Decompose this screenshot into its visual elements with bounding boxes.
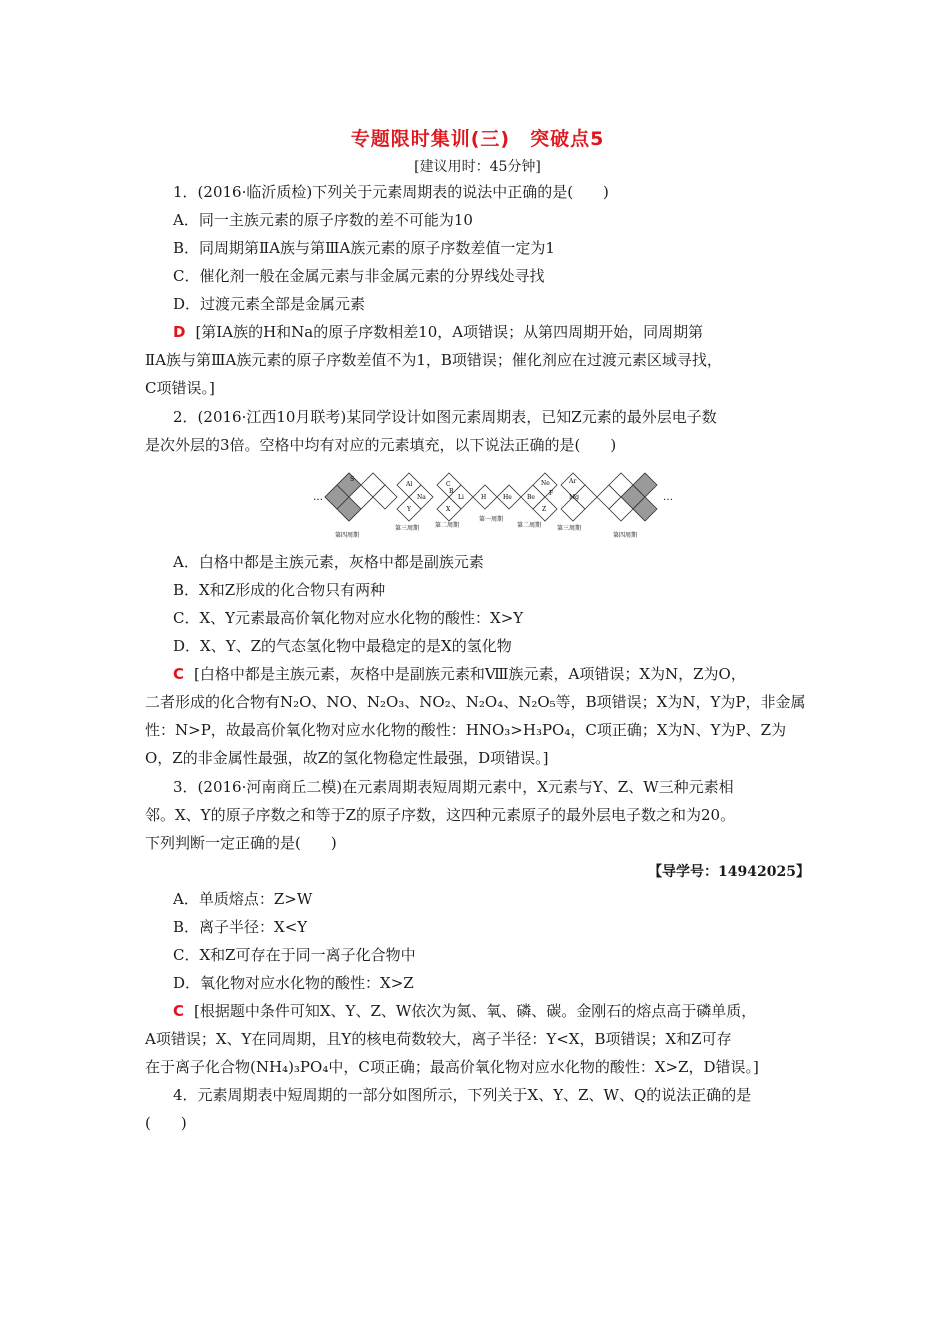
q2-explanation-1	[173, 664, 746, 684]
q1-stem: 1．(2016·临沂质检)下列关于元素周期表的说法中正确的是( )	[173, 183, 609, 201]
q1-option-c: C．催化剂一般在金属元素与非金属元素的分界线处寻找	[173, 267, 545, 285]
q2-stem-2: 是次外层的3倍。空格中均有对应的元素填充，以下说法正确的是( )	[145, 436, 617, 454]
page-title: 专题限时集训(三) 突破点5	[350, 128, 605, 150]
q2-stem-1: 2．(2016·江西10月联考)某同学设计如图元素周期表，已知Z元素的最外层电子数	[173, 408, 717, 426]
q3-stem-3: 下列判断一定正确的是( )	[145, 834, 337, 852]
diagram-label-period4-right: 第四周期	[613, 532, 638, 539]
q2-explanation-2: 二者形成的化合物有N₂O、NO、N₂O₃、NO₂、N₂O₄、N₂O₅等，B项错误；X为N，Y为P，非金属	[145, 693, 806, 711]
diagram-cell-c: C	[446, 481, 451, 488]
diagram-block-period3-left	[397, 473, 433, 521]
diagram-block-period4-right	[597, 473, 657, 521]
q1-option-a: A．同一主族元素的原子序数的差不可能为10	[173, 211, 473, 229]
diagram-cell-b: B	[449, 488, 454, 495]
time-hint: [建议用时：45分钟]	[414, 159, 541, 175]
diagram-cell-x: X	[446, 506, 451, 513]
q3-explanation-3: 在于离子化合物(NH₄)₃PO₄中，C项正确；最高价氧化物对应水化物的酸性：X>Z，D错误。]	[145, 1058, 759, 1076]
q1-option-b: B．同周期第ⅡA族与第ⅢA族元素的原子序数差值一定为1	[173, 239, 555, 257]
diagram-cell-li: Li	[458, 494, 464, 501]
diagram-label-period1: 第一周期	[479, 516, 504, 523]
q3-explanation-1	[173, 1001, 756, 1021]
diagram-label-period2-left: 第二周期	[435, 522, 460, 529]
diagram-cell-be: Be	[527, 494, 535, 501]
q1-explanation-1	[173, 322, 703, 342]
q3-option-c: C．X和Z可存在于同一离子化合物中	[173, 946, 416, 964]
q1-explanation-2: ⅡA族与第ⅢA族元素的原子序数差值不为1，B项错误；催化剂应在过渡元素区域寻找，	[145, 351, 722, 369]
q3-answer: C	[173, 1002, 185, 1020]
q2-explanation-3: 性：N>P，故最高价氧化物对应水化物的酸性：HNO₃>H₃PO₄，C项正确；X为N、Y为P、Z为	[145, 721, 787, 739]
q1-explanation-3: C项错误。]	[145, 379, 215, 397]
diagram-cell-al: Al	[406, 481, 413, 488]
q3-option-b: B．离子半径：X<Y	[173, 918, 308, 936]
q2-option-c: C．X、Y元素最高价氧化物对应水化物的酸性：X>Y	[173, 609, 524, 627]
diagram-cell-na: Na	[417, 494, 426, 501]
q4-stem-2: ( )	[145, 1114, 187, 1132]
q2-explanation-4: O，Z的非金属性最强，故Z的氢化物稳定性最强，D项错误。]	[145, 749, 549, 767]
q4-stem-1: 4．元素周期表中短周期的一部分如图所示，下列关于X、Y、Z、W、Q的说法正确的是	[173, 1086, 752, 1104]
q3-explanation-2: A项错误；X、Y在同周期，且Y的核电荷数较大，离子半径：Y<X，B项错误；X和Z可存	[145, 1030, 732, 1048]
q1-option-d: D．过渡元素全部是金属元素	[173, 295, 366, 313]
diagram-ellipsis-left: …	[313, 492, 323, 503]
diagram-label-period3-left: 第三周期	[395, 525, 420, 532]
q2-option-a: A．白格中都是主族元素，灰格中都是副族元素	[173, 553, 484, 571]
q2-exp-text-1: [白格中都是主族元素，灰格中是副族元素和Ⅷ族元素，A项错误；X为N，Z为O，	[194, 665, 746, 683]
diagram-cell-z: Z	[542, 506, 547, 513]
q2-option-b: B．X和Z形成的化合物只有两种	[173, 581, 386, 599]
periodic-table-diagram	[313, 465, 673, 545]
q3-stem-1: 3．(2016·河南商丘二模)在元素周期表短周期元素中，X元素与Y、Z、W三种元素相	[173, 778, 734, 796]
diagram-cell-he: He	[503, 494, 512, 501]
diagram-cell-s: S	[350, 476, 355, 483]
diagram-cell-f: F	[549, 490, 554, 497]
q3-option-d: D．氧化物对应水化物的酸性：X>Z	[173, 974, 414, 992]
diagram-cell-ar: Ar	[569, 478, 577, 485]
diagram-ellipsis-right: …	[663, 492, 673, 503]
diagram-block-period3-right	[561, 473, 597, 521]
diagram-cell-h: H	[481, 494, 487, 501]
diagram-block-period4-left	[325, 473, 397, 521]
q2-answer: C	[173, 665, 185, 683]
q1-answer: D	[173, 323, 186, 341]
diagram-label-period4-left: 第四周期	[335, 532, 360, 539]
diagram-cell-y: Y	[407, 506, 411, 513]
q3-exp-text-1: [根据题中条件可知X、Y、Z、W依次为氮、氧、磷、碳。金刚石的熔点高于磷单质，	[194, 1002, 757, 1020]
q3-option-a: A．单质熔点：Z>W	[173, 890, 313, 908]
q1-exp-text-1: [第ⅠA族的H和Na的原子序数相差10，A项错误；从第四周期开始，同周期第	[195, 323, 704, 341]
q3-stem-2: 邻。X、Y的原子序数之和等于Z的原子序数，这四种元素原子的最外层电子数之和为20。	[145, 806, 736, 824]
q2-option-d: D．X、Y、Z的气态氢化物中最稳定的是X的氢化物	[173, 637, 512, 655]
diagram-cell-ne: Ne	[541, 480, 550, 487]
diagram-cell-mg: Mg	[569, 494, 579, 501]
diagram-label-period2-right: 第二周期	[517, 522, 542, 529]
diagram-label-period3-right: 第三周期	[557, 525, 582, 532]
q3-guide-number: 【导学号：14942025】	[648, 864, 810, 880]
diagram-block-period2-left	[437, 473, 473, 521]
